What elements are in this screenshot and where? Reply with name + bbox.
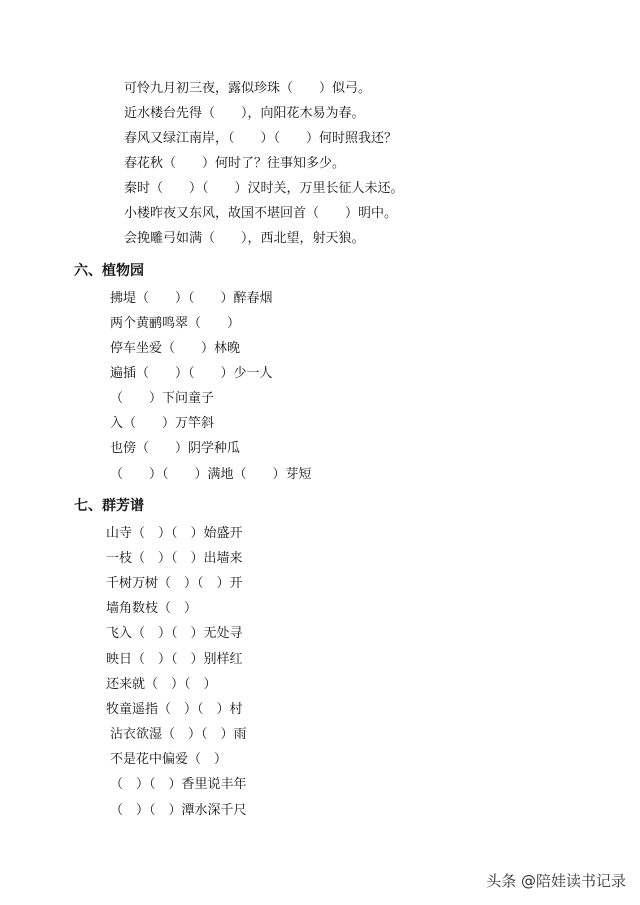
poem-line: 秦时（ ）（ ）汉时关，万里长征人未还。 [124,181,404,196]
list-item: 不是花中偏爱（ ） [110,752,228,767]
watermark: 头条 @陪娃读书记录 [486,872,626,890]
list-item: （ ）（ ）满地（ ）芽短 [110,467,312,482]
list-item: 山寺（ ）（ ）始盛开 [106,526,243,541]
list-item: 入（ ）万竿斜 [110,416,215,431]
list-item: 千树万树（ ）（ ）开 [106,576,243,591]
list-item: 遍插（ ）（ ）少一人 [110,366,273,381]
section-6-heading: 六、植物园 [74,263,144,279]
list-item: 两个黄鹂鸣翠（ ） [110,316,241,331]
section-7-heading: 七、群芳谱 [74,498,144,514]
poem-line: 小楼昨夜又东风，故国不堪回首（ ）明中。 [124,206,398,221]
list-item: 沾衣欲湿（ ）（ ）雨 [110,727,247,742]
list-item: （ ）（ ）香里说丰年 [110,777,247,792]
list-item: 也傍（ ）阴学种瓜 [110,441,241,456]
poem-line: 春花秋（ ）何时了？往事知多少。 [124,156,346,171]
poem-line: 春风又绿江南岸，（ ）（ ）何时照我还？ [124,131,398,146]
list-item: 一枝（ ）（ ）出墙来 [106,551,243,566]
poem-line: 可怜九月初三夜，露似珍珠（ ）似弓。 [124,81,372,96]
list-item: 还来就（ ）（ ） [106,677,217,692]
poem-line: 会挽雕弓如满（ ），西北望，射天狼。 [124,231,365,246]
list-item: 墙角数枝（ ） [106,601,198,616]
list-item: 停车坐爱（ ）林晚 [110,341,241,356]
list-item: 牧童遥指（ ）（ ）村 [106,702,243,717]
list-item: （ ）下问童子 [110,391,215,406]
list-item: （ ）（ ）潭水深千尺 [110,803,247,818]
poem-line: 近水楼台先得（ ），向阳花木易为春。 [124,106,365,121]
list-item: 拂堤（ ）（ ）醉春烟 [110,291,273,306]
list-item: 映日（ ）（ ）别样红 [106,652,243,667]
list-item: 飞入（ ）（ ）无处寻 [106,626,243,641]
